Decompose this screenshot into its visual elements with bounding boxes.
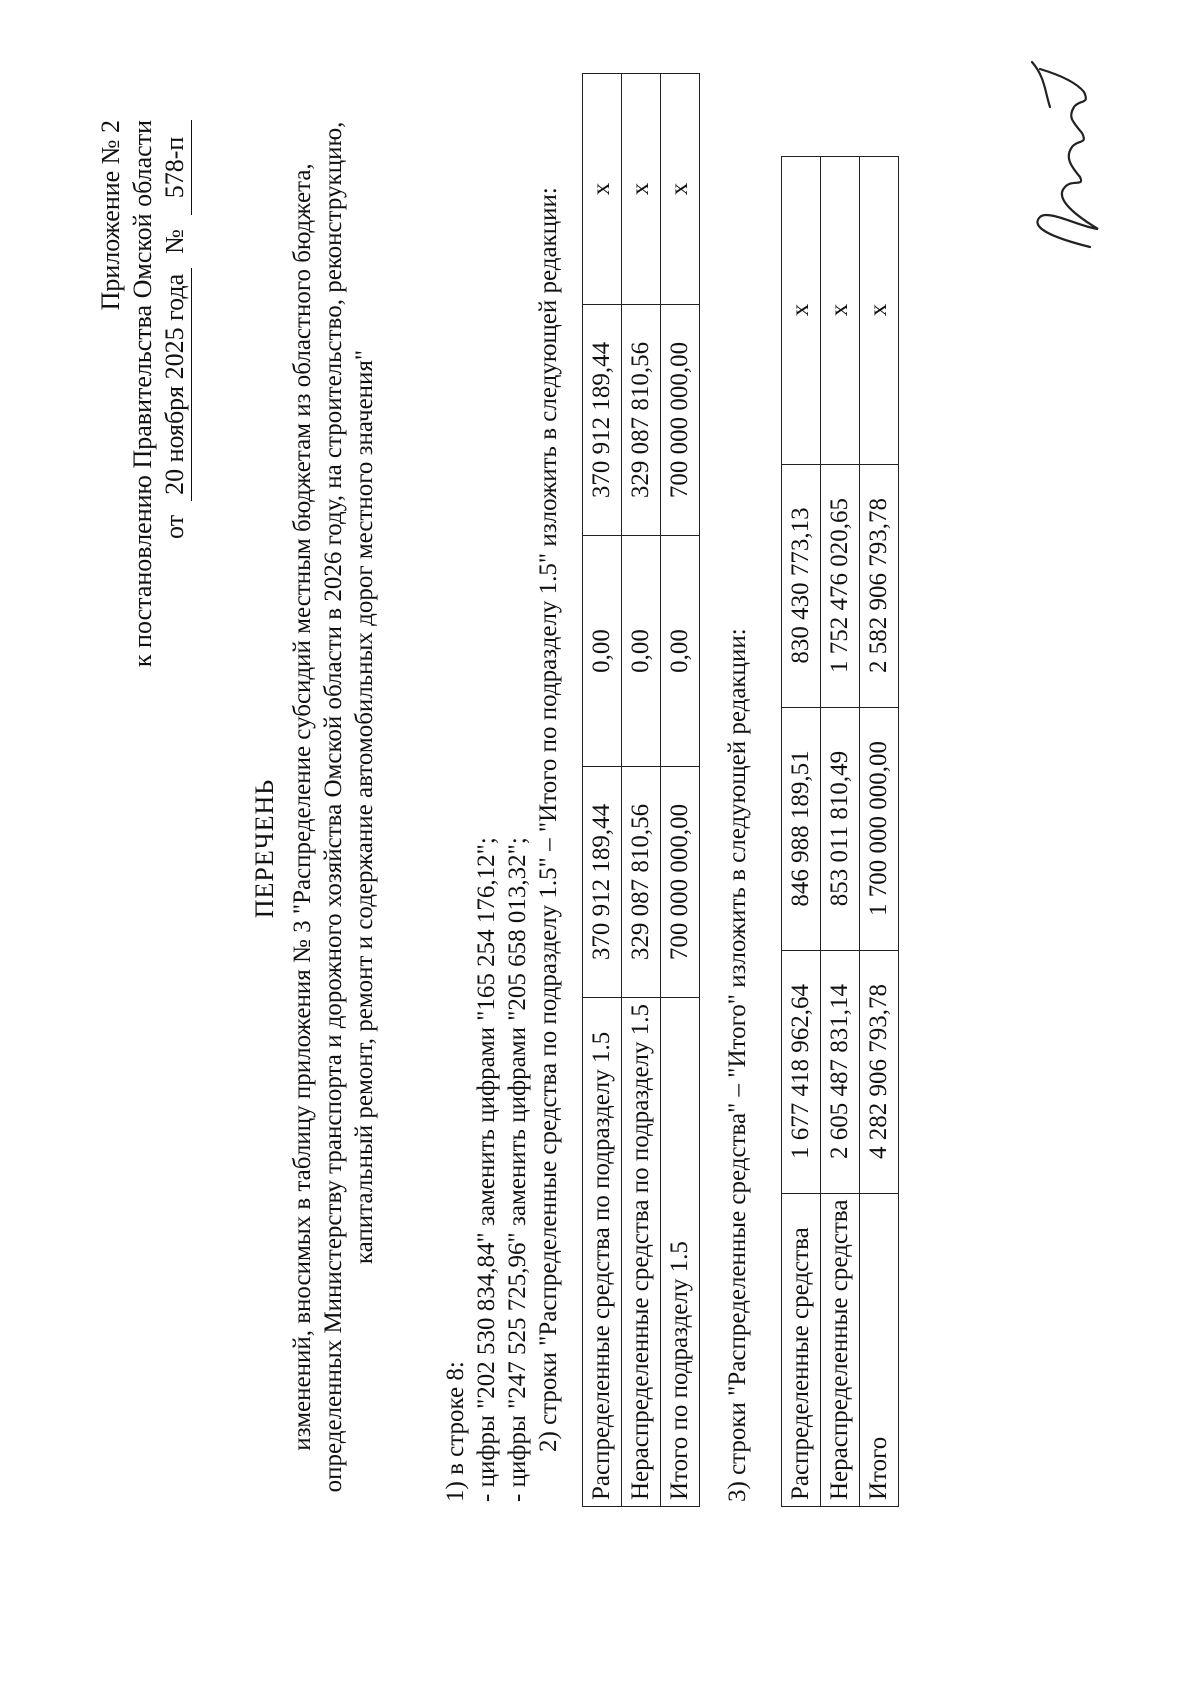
row-label-cell: Итого: [860, 1193, 899, 1506]
resolution-number: 578-п: [159, 120, 192, 215]
item-2: 2) строки "Распределенные средства по подразделу 1.5" – "Итого по подразделу 1.5" изложить в следующей редакции:: [535, 187, 562, 1452]
signature-image: [1010, 57, 1120, 257]
table-row: [860, 156, 899, 1506]
value-cell: 0,00: [583, 535, 622, 766]
resolution-date: 20 ноября 2025 года: [159, 268, 192, 501]
value-cell: х: [661, 73, 700, 304]
appendix-date-line: [159, 120, 192, 667]
value-cell: 2 582 906 793,78: [860, 464, 899, 707]
value-cell: 700 000 000,00: [661, 766, 700, 997]
change-items-2: [722, 92, 753, 1502]
change-items: [440, 92, 564, 1502]
value-cell: х: [622, 73, 661, 304]
approval-block: [95, 120, 192, 667]
row-label-cell: Распределенные средства по подразделу 1.5: [583, 997, 622, 1506]
value-cell: 329 087 810,56: [622, 304, 661, 535]
value-cell: 2 605 487 831,14: [821, 950, 860, 1193]
value-cell: 1 700 000 000,00: [860, 707, 899, 950]
value-cell: 4 282 906 793,78: [860, 950, 899, 1193]
row-label-cell: Нераспределенные средства по подразделу 1.5: [622, 997, 661, 1506]
value-cell: х: [583, 73, 622, 304]
value-cell: 329 087 810,56: [622, 766, 661, 997]
document-title: ПЕРЕЧЕНЬ: [250, 778, 279, 919]
table-row: [782, 156, 821, 1506]
subsection-table: [582, 73, 700, 1507]
appendix-number: Приложение № 2: [96, 120, 125, 311]
table-row: [622, 73, 661, 1506]
value-cell: 0,00: [622, 535, 661, 766]
item-1: 1) в строке 8:: [442, 1361, 469, 1502]
value-cell: 1 677 418 962,64: [782, 950, 821, 1193]
value-cell: 370 912 189,44: [583, 766, 622, 997]
date-prefix: от: [160, 514, 189, 539]
row-label-cell: Распределенные средства: [782, 1193, 821, 1506]
value-cell: х: [860, 156, 899, 464]
value-cell: х: [782, 156, 821, 464]
row-label-cell: Итого по подразделу 1.5: [661, 997, 700, 1506]
value-cell: 846 988 189,51: [782, 707, 821, 950]
row-label-cell: Нераспределенные средства: [821, 1193, 860, 1506]
value-cell: 370 912 189,44: [583, 304, 622, 535]
appendix-resolution: к постановлению Правительства Омской области: [128, 120, 157, 668]
table-row: [661, 73, 700, 1506]
document-subtitle: изменений, вносимых в таблицу приложения № 3 "Распределение субсидий местным бюджетам из областного бюджета, определенных Министерству транспорта и дорожного хозяйства Омской области в 2026 году, на строительство, реконструкцию, капитальный ремонт, ремонт и содержание автомобильных дорог местного значения": [289, 121, 378, 1493]
value-cell: 1 752 476 020,65: [821, 464, 860, 707]
value-cell: х: [821, 156, 860, 464]
totals-table: [781, 156, 899, 1507]
item-3: 3) строки "Распределенные средства" – "Итого" изложить в следующей редакции:: [724, 628, 751, 1502]
value-cell: 830 430 773,13: [782, 464, 821, 707]
item-1-a: - цифры "202 530 834,84" заменить цифрами "165 254 176,12";: [473, 837, 500, 1502]
table-row: [583, 73, 622, 1506]
item-1-b: - цифры "247 525 725,96" заменить цифрами "205 658 013,32";: [504, 837, 531, 1502]
number-prefix: №: [160, 229, 189, 254]
table-row: [821, 156, 860, 1506]
value-cell: 853 011 810,49: [821, 707, 860, 950]
value-cell: 700 000 000,00: [661, 304, 700, 535]
value-cell: 0,00: [661, 535, 700, 766]
